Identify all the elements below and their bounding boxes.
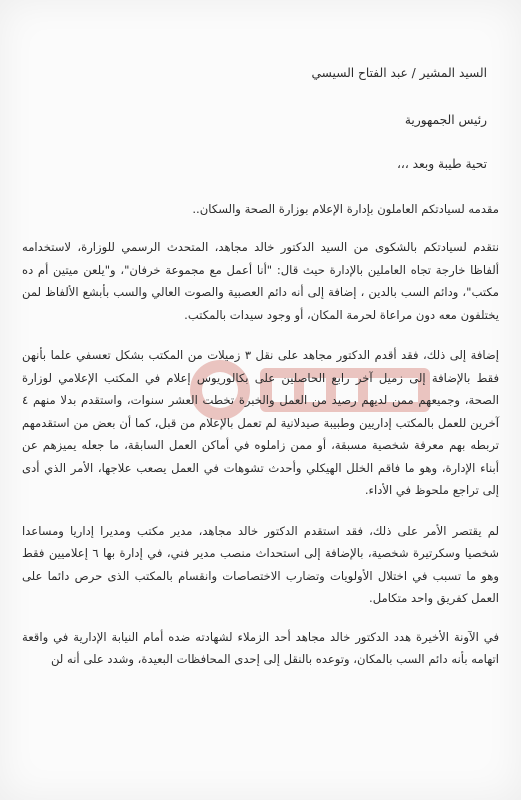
greeting-line: تحية طيبة وبعد ،،، (396, 157, 487, 171)
letter-body (22, 62, 499, 689)
complaint-paragraph-1: نتقدم لسيادتكم بالشكوى من السيد الدكتور خالد مجاهد، المتحدث الرسمي للوزارة، لاستخدامه ألفاظا خارجة تجاه العاملين بالإدارة حيث قال: "أنا أعمل مع مجموعة خرفان"، و"يلعن ميتين أم ده مكتب"، ودائم السب بالدين ، إضافة إلى أنه دائم العصبية والصوت العالي والسب بأبشع الألفاظ لمن يختلفون معه دون مراعاة لحرمة المكان، أو وجود سيدات بالمكتب. (22, 240, 499, 322)
recipient-line: السيد المشير / عبد الفتاح السيسي (311, 66, 487, 80)
complaint-paragraph-4: في الآونة الأخيرة هدد الدكتور خالد مجاهد أحد الزملاء لشهادته ضده أمام النيابة الإدارية في واقعة اتهامه بأنه دائم السب بالمكان، وتوعده بالنقل إلى إحدى المحافظات البعيدة، وشدد على أنه لن (22, 629, 499, 666)
recipient-title: رئيس الجمهورية (404, 112, 487, 127)
complaint-paragraph-3: لم يقتصر الأمر على ذلك، فقد استقدم الدكتور خالد مجاهد، مدير مكتب ومديرا إداريا ومساعدا شخصيا وسكرتيرة شخصية، بالإضافة إلى استحداث منصب مدير فني، في إدارة بها ٦ إعلاميين فقط وهو ما تسبب في اختلال الأولويات وتضارب الاختصاصات وانقسام بالمكتب الذى حرص دائما على العمل كفريق واحد متكامل. (22, 523, 500, 605)
intro-line: مقدمه لسيادتكم العاملون بإدارة الإعلام بوزارة الصحة والسكان.. (192, 201, 499, 216)
complaint-paragraph-2: إضافة إلى ذلك، فقد أقدم الدكتور مجاهد على نقل ٣ زميلات من المكتب بشكل تعسفي علما بأنهن فقط بالإضافة إلى زميل آخر رابع الحاصلين على بكالوريوس إعلام في المكتب الإعلامي لوزارة الصحة، وجميعهم ممن لديهم رصيد من العمل والخبرة تخطت العشر سنوات، واستقدم بدلا منهم ٤ آخرين للعمل بالمكتب إداريين وطبيبة صيدلانية لم تعمل بالإعلام من قبل، كما أن بعض من استقدمهم تربطه بهم معرفة شخصية مسبقة، أو ممن زاملوه في أماكن العمل السابقة، ما جعله يميزهم عن أبناء الإدارة، وهو ما فاقم الخلل الهيكلي وأحدث تشوهات في العمل يصعب علاجها، الأمر الذي أدى إلى تراجع ملحوظ في الأداء. (22, 348, 499, 497)
